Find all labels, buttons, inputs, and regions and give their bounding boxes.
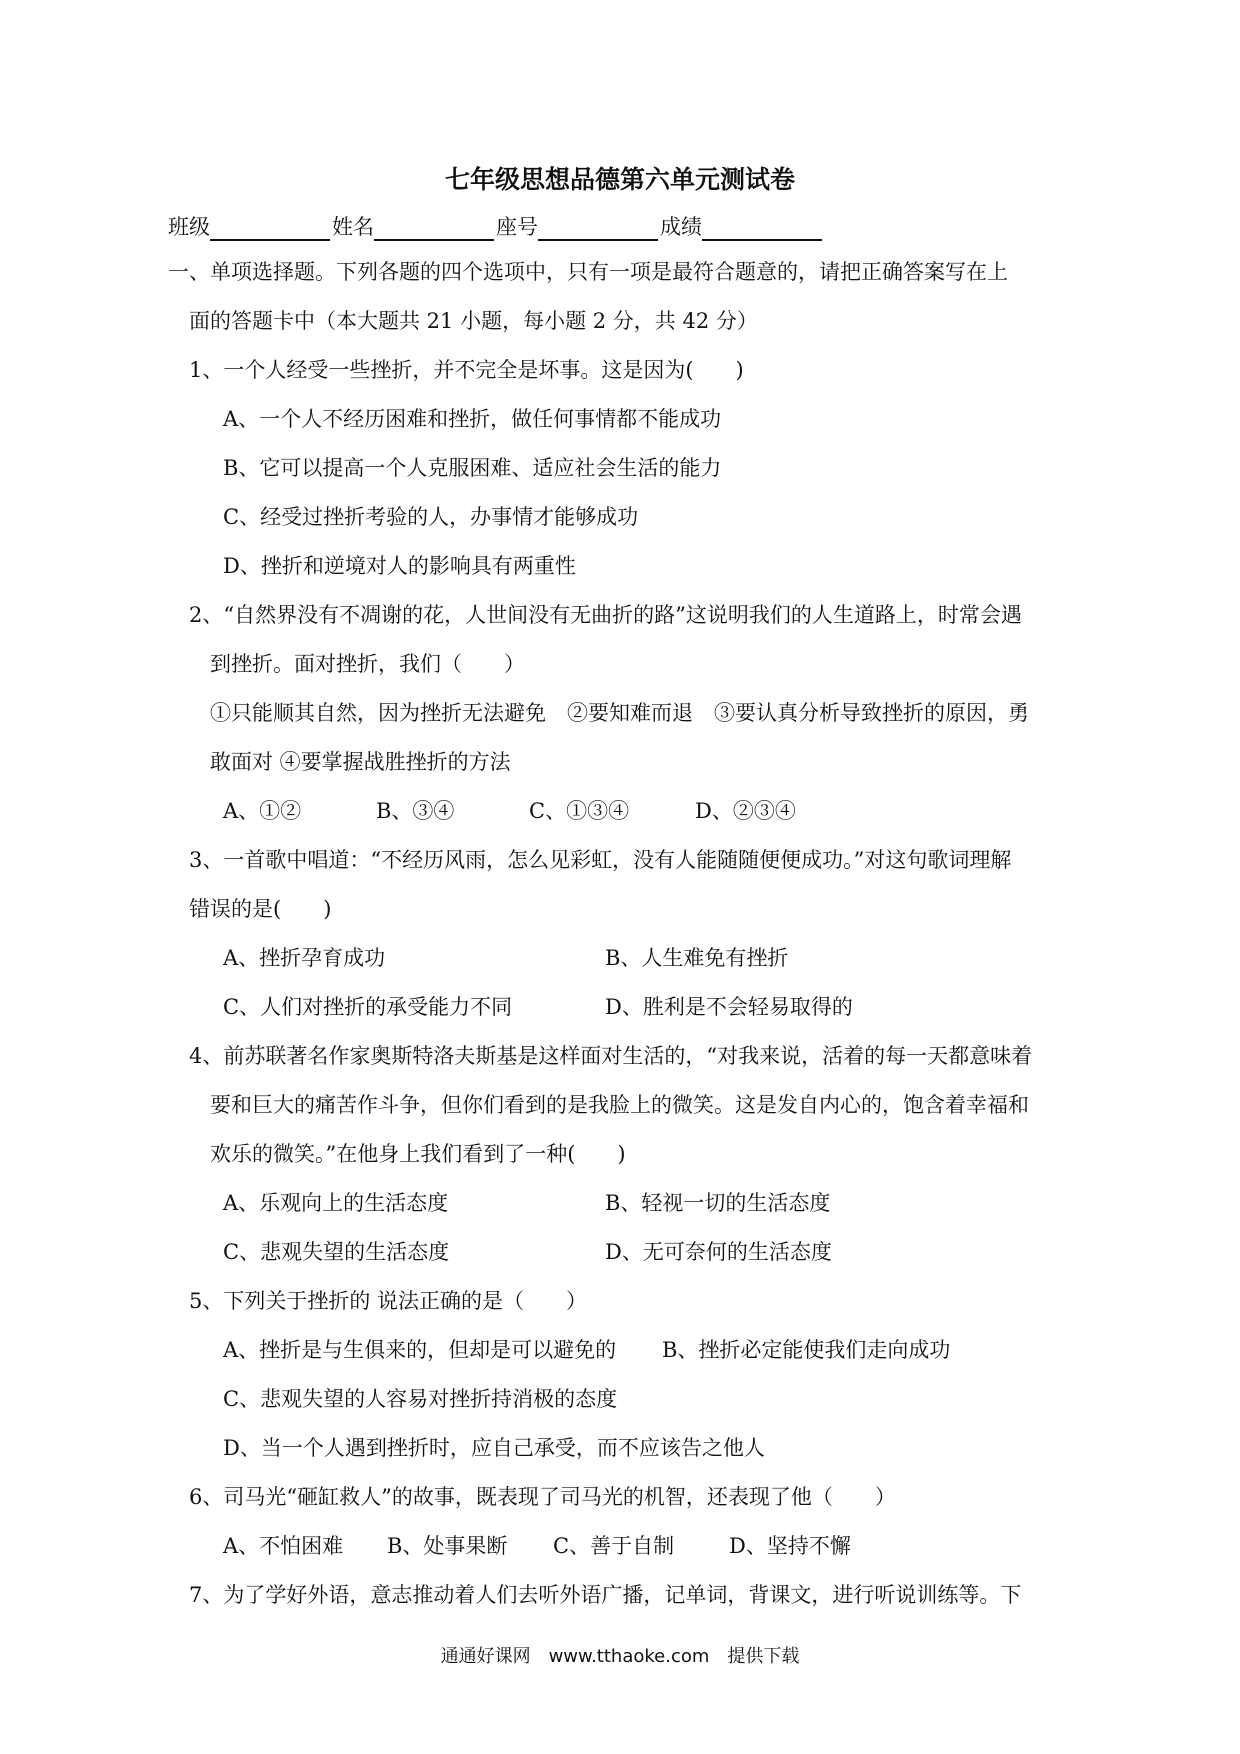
question-stem: 4、前苏联著名作家奥斯特洛夫斯基是这样面对生活的，“对我来说，活着的每一天都意味着 <box>189 1044 1033 1068</box>
page-title: 七年级思想品德第六单元测试卷 <box>444 165 795 194</box>
question-stem: 6、司马光“砸缸救人”的故事，既表现了司马光的机智，还表现了他（ ） <box>189 1485 896 1509</box>
option-c: C、人们对挫折的承受能力不同 <box>223 995 513 1019</box>
section-heading: 一、单项选择题。下列各题的四个选项中，只有一项是最符合题意的，请把正确答案写在上 <box>168 260 1008 284</box>
option-d: D、当一个人遇到挫折时，应自己承受，而不应该告之他人 <box>223 1436 765 1460</box>
seat-label: 座号 <box>496 215 538 239</box>
option-a: A、乐观向上的生活态度 <box>223 1191 449 1215</box>
student-info-row <box>168 211 824 241</box>
seat-field[interactable] <box>538 217 658 241</box>
option-c: C、①③④ <box>529 799 630 823</box>
question-stem-cont: 欢乐的微笑。”在他身上我们看到了一种( ) <box>210 1142 626 1166</box>
question-stem-cont: 到挫折。面对挫折，我们（ ） <box>210 652 525 676</box>
page-footer: 通通好课网 www.tthaoke.com 提供下载 <box>440 1646 800 1667</box>
option-b: B、挫折必定能使我们走向成功 <box>662 1338 951 1362</box>
section-heading-cont: 面的答题卡中（本大题共 21 小题，每小题 2 分，共 42 分） <box>189 309 758 333</box>
question-stem: 7、为了学好外语，意志推动着人们去听外语广播，记单词，背课文，进行听说训练等。下 <box>189 1583 1022 1607</box>
option-b: B、轻视一切的生活态度 <box>605 1191 831 1215</box>
option-c: C、善于自制 <box>553 1534 675 1558</box>
option-a: A、一个人不经历困难和挫折，做任何事情都不能成功 <box>223 407 722 431</box>
question-stem: 2、“自然界没有不凋谢的花，人世间没有无曲折的路”这说明我们的人生道路上，时常会遇 <box>189 603 1022 627</box>
option-b: B、人生难免有挫折 <box>605 946 789 970</box>
option-a: A、挫折孕育成功 <box>223 946 386 970</box>
option-a: A、挫折是与生俱来的，但却是可以避免的 <box>223 1338 617 1362</box>
question-stem-cont: 要和巨大的痛苦作斗争，但你们看到的是我脸上的微笑。这是发自内心的，饱含着幸福和 <box>210 1093 1029 1117</box>
option-b: B、③④ <box>376 799 455 823</box>
score-field[interactable] <box>702 217 822 241</box>
option-b: B、处事果断 <box>387 1534 508 1558</box>
option-a: A、不怕困难 <box>223 1534 344 1558</box>
option-b: B、它可以提高一个人克服困难、适应社会生活的能力 <box>223 456 722 480</box>
question-items-cont: 敢面对 ④要掌握战胜挫折的方法 <box>210 750 511 774</box>
option-d: D、坚持不懈 <box>729 1534 851 1558</box>
question-stem: 1、一个人经受一些挫折，并不完全是坏事。这是因为( ) <box>189 358 744 382</box>
name-label: 姓名 <box>332 215 374 239</box>
class-field[interactable] <box>210 217 330 241</box>
option-d: D、胜利是不会轻易取得的 <box>605 995 853 1019</box>
score-label: 成绩 <box>660 215 702 239</box>
option-d: D、挫折和逆境对人的影响具有两重性 <box>223 554 576 578</box>
question-stem: 5、下列关于挫折的 说法正确的是（ ） <box>189 1289 588 1313</box>
option-d: D、无可奈何的生活态度 <box>605 1240 832 1264</box>
option-c: C、悲观失望的人容易对挫折持消极的态度 <box>223 1387 618 1411</box>
option-d: D、②③④ <box>695 799 796 823</box>
question-stem: 3、一首歌中唱道：“不经历风雨，怎么见彩虹，没有人能随随便便成功。”对这句歌词理解 <box>189 848 1012 872</box>
option-c: C、经受过挫折考验的人，办事情才能够成功 <box>223 505 639 529</box>
class-label: 班级 <box>168 215 210 239</box>
name-field[interactable] <box>374 217 494 241</box>
question-stem-cont: 错误的是( ) <box>189 897 332 921</box>
question-items: ①只能顺其自然，因为挫折无法避免 ②要知难而退 ③要认真分析导致挫折的原因，勇 <box>210 701 1029 725</box>
option-a: A、①② <box>223 799 302 823</box>
option-c: C、悲观失望的生活态度 <box>223 1240 450 1264</box>
